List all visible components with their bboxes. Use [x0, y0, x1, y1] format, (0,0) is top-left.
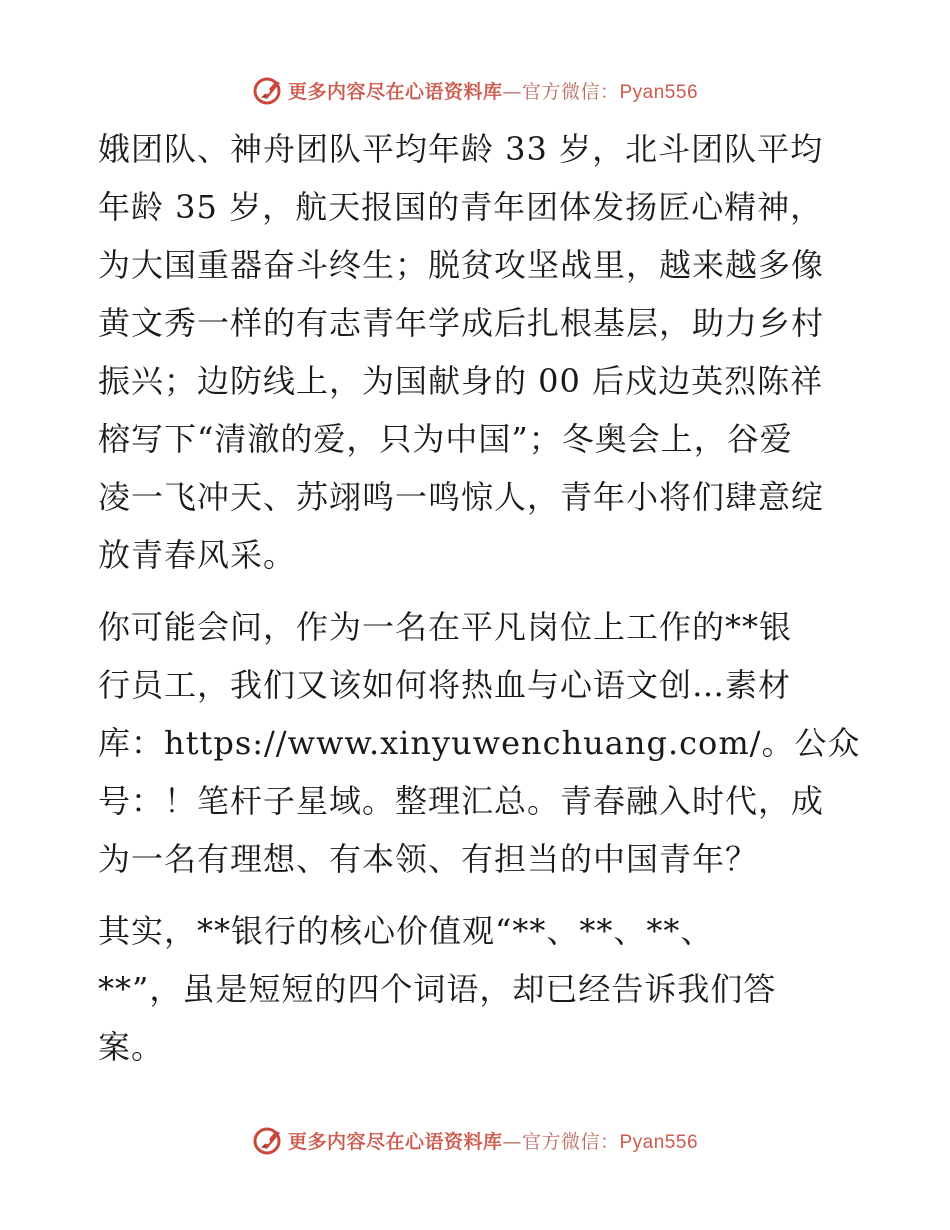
footer-banner — [0, 1120, 950, 1160]
banner-official-label: 官方微信： — [521, 80, 620, 103]
banner-caption — [288, 77, 698, 104]
text-line: 凌一飞冲天、苏翊鸣一鸣惊人，青年小将们肆意绽 — [98, 478, 825, 516]
pen-circle-logo-icon — [252, 1123, 286, 1157]
paragraph-1 — [98, 120, 850, 584]
text-line: 为一名有理想、有本领、有担当的中国青年？ — [98, 840, 759, 878]
header-banner — [0, 70, 950, 110]
document-body — [98, 120, 861, 1076]
paragraph-3 — [98, 902, 850, 1076]
text-line: 年龄 35 岁，航天报国的青年团体发扬匠心精神， — [98, 188, 824, 226]
text-line: 黄文秀一样的有志青年学成后扎根基层，助力乡村 — [98, 304, 825, 342]
text-line: 放青春风采。 — [98, 536, 297, 574]
paragraph-2 — [98, 598, 861, 888]
banner-caption — [288, 1127, 698, 1154]
text-line: **”，虽是短短的四个词语，却已经告诉我们答 — [98, 970, 777, 1008]
text-line: 娥团队、神舟团队平均年龄 33 岁，北斗团队平均 — [98, 130, 824, 168]
banner-wechat-account: Pyan556 — [619, 81, 699, 103]
text-line: 行员工，我们又该如何将热血与心语文创…素材 — [98, 666, 792, 704]
text-line: 其实，**银行的核心价值观“**、**、**、 — [98, 912, 714, 950]
text-line: 为大国重器奋斗终生；脱贫攻坚战里，越来越多像 — [98, 246, 825, 284]
banner-dash: — — [502, 80, 522, 103]
banner-label: 更多内容尽在心语资料库 — [287, 80, 503, 103]
banner-label: 更多内容尽在心语资料库 — [287, 1130, 503, 1153]
text-line: 你可能会问，作为一名在平凡岗位上工作的**银 — [98, 608, 793, 646]
pen-circle-logo-icon — [252, 73, 286, 107]
banner-official-label: 官方微信： — [521, 1130, 620, 1153]
text-line: 案。 — [98, 1028, 165, 1066]
text-line: 榕写下“清澈的爱，只为中国”；冬奥会上，谷爱 — [98, 420, 793, 458]
text-line: 振兴；边防线上，为国献身的 00 后戍边英烈陈祥 — [98, 362, 824, 400]
banner-wechat-account: Pyan556 — [619, 1131, 699, 1153]
text-line: 库：https://www.xinyuwenchuang.com/。公众 — [98, 724, 861, 762]
banner-dash: — — [502, 1130, 522, 1153]
text-line: 号：！笔杆子星域。整理汇总。青春融入时代，成 — [98, 782, 825, 820]
